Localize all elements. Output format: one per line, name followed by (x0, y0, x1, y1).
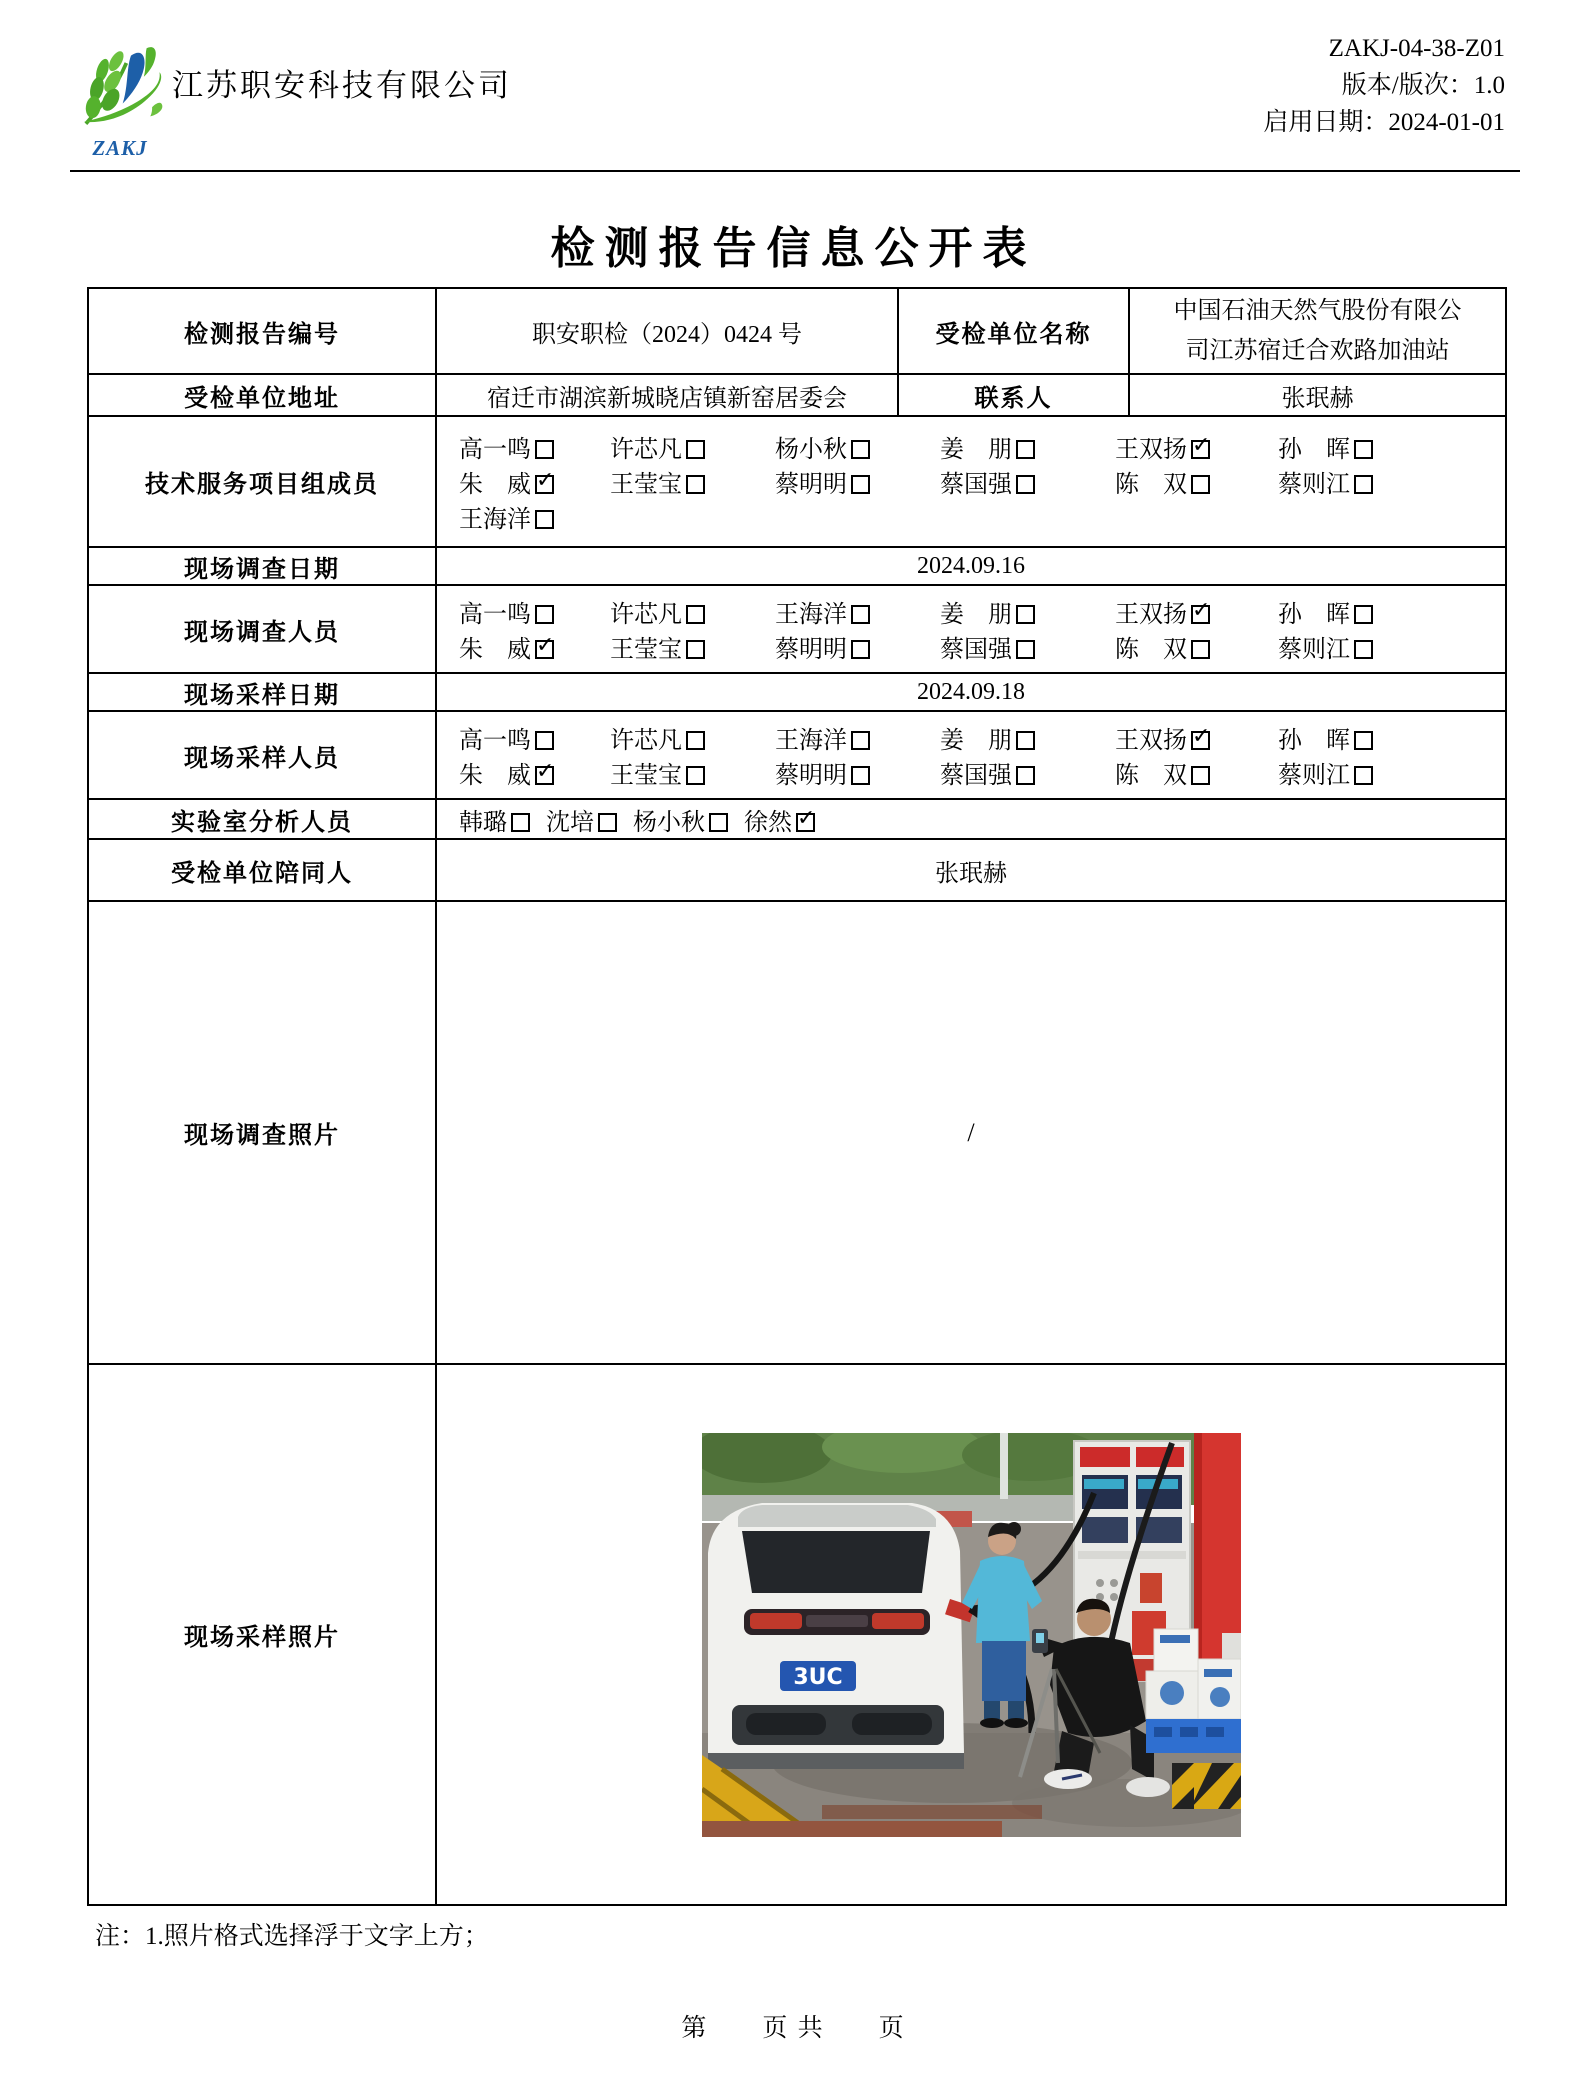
unchecked-checkbox-icon[interactable] (535, 605, 554, 624)
table-row (88, 416, 1506, 547)
member-name (459, 594, 610, 629)
member-name-text: 王双扬 (1115, 728, 1187, 754)
member-name-text: 王双扬 (1115, 602, 1187, 628)
member-name (775, 464, 940, 499)
report-no-label: 检测报告编号 (88, 288, 436, 374)
member-name (940, 720, 1115, 755)
member-name (1115, 464, 1278, 499)
member-name-text: 陈 双 (1115, 472, 1187, 498)
member-name (940, 594, 1115, 629)
report-info-table (87, 287, 1507, 1906)
member-name (940, 755, 1115, 790)
member-name-text: 姜 朋 (940, 437, 1012, 463)
sampling-date-label: 现场采样日期 (88, 673, 436, 711)
unchecked-checkbox-icon[interactable] (686, 440, 705, 459)
lab-staff-label: 实验室分析人员 (88, 799, 436, 839)
member-name-text: 王莹宝 (610, 763, 682, 789)
survey-photo-value: / (436, 901, 1506, 1364)
member-name-text: 蔡则江 (1278, 637, 1350, 663)
contact-label: 联系人 (898, 374, 1129, 416)
table-row (88, 585, 1506, 673)
member-name-text: 王莹宝 (610, 472, 682, 498)
member-name (1278, 594, 1505, 629)
member-name-text: 蔡则江 (1278, 763, 1350, 789)
unchecked-checkbox-icon[interactable] (1016, 731, 1035, 750)
member-name (1115, 755, 1278, 790)
member-name (610, 755, 775, 790)
unchecked-checkbox-icon[interactable] (1191, 475, 1210, 494)
unchecked-checkbox-icon[interactable] (1016, 766, 1035, 785)
member-name-text: 蔡国强 (940, 472, 1012, 498)
member-name-text: 蔡则江 (1278, 472, 1350, 498)
document-meta (1263, 30, 1505, 141)
unchecked-checkbox-icon[interactable] (686, 640, 705, 659)
member-name (546, 802, 617, 837)
unchecked-checkbox-icon[interactable] (598, 813, 617, 832)
member-name (744, 802, 815, 837)
unchecked-checkbox-icon[interactable] (1354, 475, 1373, 494)
company-name: 江苏职安科技有限公司 (172, 68, 512, 103)
unchecked-checkbox-icon[interactable] (535, 440, 554, 459)
svg-text:3UC: 3UC (792, 1664, 843, 1690)
member-name-text: 韩璐 (459, 809, 507, 836)
member-name-text: 蔡明明 (775, 637, 847, 663)
address-value: 宿迁市湖滨新城晓店镇新窑居委会 (436, 374, 898, 416)
member-name (775, 755, 940, 790)
report-no-value: 职安职检（2024）0424 号 (436, 288, 898, 374)
member-name-text: 姜 朋 (940, 602, 1012, 628)
table-row (88, 799, 1506, 839)
unchecked-checkbox-icon[interactable] (1016, 475, 1035, 494)
member-name-text: 孙 晖 (1278, 602, 1350, 628)
unchecked-checkbox-icon[interactable] (1016, 605, 1035, 624)
member-name (610, 464, 775, 499)
lab-staff-cell (436, 799, 1506, 839)
unchecked-checkbox-icon[interactable] (851, 440, 870, 459)
unchecked-checkbox-icon[interactable] (686, 766, 705, 785)
member-name-text: 蔡明明 (775, 472, 847, 498)
member-name (459, 499, 610, 534)
table-row (88, 288, 1506, 374)
unchecked-checkbox-icon[interactable] (851, 766, 870, 785)
member-name-text: 高一鸣 (459, 602, 531, 628)
member-name (1278, 755, 1505, 790)
unchecked-checkbox-icon[interactable] (851, 731, 870, 750)
unchecked-checkbox-icon[interactable] (851, 640, 870, 659)
member-name-text: 许芯凡 (610, 728, 682, 754)
member-name-text: 徐然 (744, 809, 792, 836)
doc-version: 版本/版次：1.0 (1341, 72, 1505, 99)
member-name-text: 朱 威 (459, 637, 531, 663)
sampling-staff-cell (436, 711, 1506, 799)
member-name (1115, 594, 1278, 629)
member-name-text: 蔡国强 (940, 763, 1012, 789)
checked-checkbox-icon[interactable] (1191, 440, 1210, 459)
member-name-text: 王莹宝 (610, 637, 682, 663)
doc-code: ZAKJ-04-38-Z01 (1328, 35, 1505, 62)
unchecked-checkbox-icon[interactable] (686, 731, 705, 750)
footnote: 注：1.照片格式选择浮于文字上方； (95, 1923, 489, 1950)
member-name (1115, 720, 1278, 755)
unchecked-checkbox-icon[interactable] (1354, 605, 1373, 624)
member-name-text: 杨小秋 (775, 437, 847, 463)
member-name (1278, 720, 1505, 755)
member-name (459, 629, 610, 664)
unchecked-checkbox-icon[interactable] (1016, 440, 1035, 459)
member-name-text: 王海洋 (459, 507, 531, 533)
unchecked-checkbox-icon[interactable] (511, 813, 530, 832)
doc-enable-date: 启用日期：2024-01-01 (1263, 109, 1505, 136)
checked-checkbox-icon[interactable] (535, 640, 554, 659)
member-name-text: 许芯凡 (610, 437, 682, 463)
member-name-text: 杨小秋 (633, 809, 705, 836)
sampling-date-value: 2024.09.18 (436, 673, 1506, 711)
member-name-text: 孙 晖 (1278, 437, 1350, 463)
checked-checkbox-icon[interactable] (535, 475, 554, 494)
sampling-photo-image (702, 1433, 1241, 1837)
survey-date-label: 现场调查日期 (88, 547, 436, 585)
member-name-text: 高一鸣 (459, 728, 531, 754)
member-name (610, 720, 775, 755)
unchecked-checkbox-icon[interactable] (686, 475, 705, 494)
contact-value: 张珉赫 (1129, 374, 1506, 416)
survey-staff-cell (436, 585, 1506, 673)
member-name (459, 802, 530, 837)
company-logo-icon (73, 34, 165, 138)
address-label: 受检单位地址 (88, 374, 436, 416)
member-name (610, 429, 775, 464)
member-name (610, 629, 775, 664)
team-members-cell (436, 416, 1506, 547)
table-row (88, 374, 1506, 416)
unchecked-checkbox-icon[interactable] (686, 605, 705, 624)
unchecked-checkbox-icon[interactable] (1191, 766, 1210, 785)
member-name-text: 沈培 (546, 809, 594, 836)
sampling-staff-label: 现场采样人员 (88, 711, 436, 799)
member-name-text: 朱 威 (459, 763, 531, 789)
member-name (1278, 464, 1505, 499)
member-name (940, 629, 1115, 664)
member-name (775, 720, 940, 755)
member-name-text: 姜 朋 (940, 728, 1012, 754)
sampling-photo-cell (436, 1364, 1506, 1905)
member-name (459, 464, 610, 499)
survey-date-value: 2024.09.16 (436, 547, 1506, 585)
member-name-text: 王双扬 (1115, 437, 1187, 463)
member-name (775, 594, 940, 629)
member-name-text: 王海洋 (775, 728, 847, 754)
page-title: 检测报告信息公开表 (550, 224, 1037, 273)
survey-photo-label: 现场调查照片 (88, 901, 436, 1364)
member-name (459, 720, 610, 755)
table-row (88, 839, 1506, 901)
unchecked-checkbox-icon[interactable] (1191, 640, 1210, 659)
unchecked-checkbox-icon[interactable] (1016, 640, 1035, 659)
table-row (88, 711, 1506, 799)
unchecked-checkbox-icon[interactable] (535, 731, 554, 750)
member-name-text: 朱 威 (459, 472, 531, 498)
checked-checkbox-icon[interactable] (1191, 731, 1210, 750)
checked-checkbox-icon[interactable] (796, 813, 815, 832)
unit-name-value: 中国石油天然气股份有限公 司江苏宿迁合欢路加油站 (1129, 288, 1506, 374)
member-name (1278, 629, 1505, 664)
survey-staff-label: 现场调查人员 (88, 585, 436, 673)
unchecked-checkbox-icon[interactable] (709, 813, 728, 832)
unit-name-label: 受检单位名称 (898, 288, 1129, 374)
unchecked-checkbox-icon[interactable] (1354, 731, 1373, 750)
member-name-text: 高一鸣 (459, 437, 531, 463)
table-row (88, 673, 1506, 711)
unchecked-checkbox-icon[interactable] (1354, 766, 1373, 785)
member-name-text: 陈 双 (1115, 637, 1187, 663)
sampling-photo-label: 现场采样照片 (88, 1364, 436, 1905)
unchecked-checkbox-icon[interactable] (1354, 640, 1373, 659)
member-name (1278, 429, 1505, 464)
logo-caption: ZAKJ (92, 136, 148, 160)
unchecked-checkbox-icon[interactable] (851, 475, 870, 494)
checked-checkbox-icon[interactable] (1191, 605, 1210, 624)
member-name-text: 陈 双 (1115, 763, 1187, 789)
unchecked-checkbox-icon[interactable] (1354, 440, 1373, 459)
member-name-text: 许芯凡 (610, 602, 682, 628)
unchecked-checkbox-icon[interactable] (535, 510, 554, 529)
member-name (459, 755, 610, 790)
member-name (940, 429, 1115, 464)
companion-label: 受检单位陪同人 (88, 839, 436, 901)
companion-value: 张珉赫 (436, 839, 1506, 901)
member-name-text: 王海洋 (775, 602, 847, 628)
member-name (633, 802, 728, 837)
member-name-text: 孙 晖 (1278, 728, 1350, 754)
member-name (459, 429, 610, 464)
member-name-text: 蔡明明 (775, 763, 847, 789)
member-name-text: 蔡国强 (940, 637, 1012, 663)
member-name (940, 464, 1115, 499)
team-label: 技术服务项目组成员 (88, 416, 436, 547)
header-divider (70, 170, 1520, 172)
member-name (1115, 429, 1278, 464)
checked-checkbox-icon[interactable] (535, 766, 554, 785)
table-row (88, 547, 1506, 585)
table-row (88, 901, 1506, 1364)
member-name (775, 629, 940, 664)
unchecked-checkbox-icon[interactable] (851, 605, 870, 624)
page-number-footer: 第 页 共 页 (681, 2015, 906, 2042)
member-name (1115, 629, 1278, 664)
member-name (775, 429, 940, 464)
member-name (610, 594, 775, 629)
table-row (88, 1364, 1506, 1905)
